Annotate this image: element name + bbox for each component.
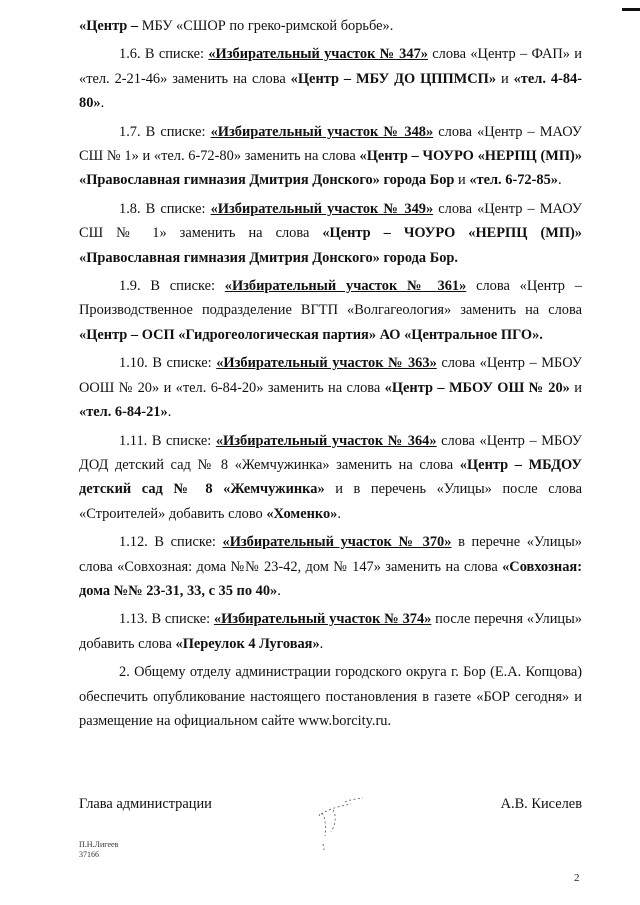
paragraph-1-6: 1.6. В списке: «Избирательный участок № 347» слова «Центр – ФАП» и «тел. 2-21-46» заменить на слова «Центр – МБУ ДО ЦППМСП» и «тел. 4-84-80».: [79, 46, 583, 112]
paragraph-1-9: 1.9. В списке: «Избирательный участок № 361» слова «Центр – Производственное подразделение ВГТП «Волгагеология» заменить на слова «Центр – ОСП «Гидрогеологическая партия» АО «Центральное ПГО».: [79, 278, 582, 343]
station-370: «Избирательный участок № 370»: [222, 534, 452, 551]
station-349: «Избирательный участок № 349»: [210, 200, 434, 217]
paragraph-1-13: 1.13. В списке: «Избирательный участок № 374» после перечня «Улицы» добавить слова «Переулок 4 Луговая».: [79, 611, 582, 652]
executor-phone: 37166: [79, 850, 99, 859]
station-363: «Избирательный участок № 363»: [216, 355, 437, 372]
executor-info: [79, 840, 118, 860]
signatory-position: Глава администрации: [79, 796, 212, 812]
corner-mark: [622, 8, 640, 11]
station-347: «Избирательный участок № 347»: [208, 46, 428, 63]
station-361: «Избирательный участок № 361»: [224, 278, 467, 295]
handwritten-signature: [311, 796, 381, 851]
page-number: 2: [574, 872, 580, 884]
paragraph-1-11: 1.11. В списке: «Избирательный участок № 364» слова «Центр – МБОУ ДОД детский сад № 8 «Жемчужинка» заменить на слова «Центр – МБДОУ детский сад № 8 «Жемчужинка» и в перечень «Улицы» после слова «Строителей» добавить слово «Хоменко».: [79, 432, 582, 522]
paragraph-1-7: 1.7. В списке: «Избирательный участок № 348» слова «Центр – МАОУ СШ № 1» и «тел. 6-72-80» заменить на слова «Центр – ЧОУРО «НЕРПЦ (МП)» «Православная гимназия Дмитрия Донского» города Бор и «тел. 6-72-85».: [79, 123, 582, 189]
document-body: [79, 14, 582, 737]
signature-block: [79, 796, 582, 820]
signatory-name: А.В. Киселев: [500, 796, 582, 812]
paragraph-1-12: 1.12. В списке: «Избирательный участок № 370» в перечне «Улицы» слова «Совхозная: дома №№ 23-42, дом № 147» заменить на слова «Совхозная: дома №№ 23-31, 33, с 35 по 40».: [79, 534, 582, 599]
executor-name: П.Н.Лигеев: [79, 840, 119, 849]
paragraph-1-10: 1.10. В списке: «Избирательный участок № 363» слова «Центр – МБОУ ООШ № 20» и «тел. 6-84-20» заменить на слова «Центр – МБОУ ОШ № 20» и «тел. 6-84-21».: [79, 355, 582, 421]
paragraph-1-8: 1.8. В списке: «Избирательный участок № 349» слова «Центр – МАОУ СШ № 1» заменить на слова «Центр – ЧОУРО «НЕРПЦ (МП)» «Православная гимназия Дмитрия Донского» города Бор.: [79, 200, 582, 266]
station-374: «Избирательный участок № 374»: [213, 611, 432, 628]
station-364: «Избирательный участок № 364»: [215, 432, 437, 449]
station-348: «Избирательный участок № 348»: [210, 123, 434, 140]
paragraph-1-5-continuation: «Центр – МБУ «СШОР по греко-римской борьбе».: [79, 18, 394, 34]
paragraph-2: 2. Общему отделу администрации городского округа г. Бор (Е.А. Копцова) обеспечить опубликование настоящего постановления в газете «БОР сегодня» и размещение на официальном сайте www.borcity.ru.: [79, 664, 582, 729]
